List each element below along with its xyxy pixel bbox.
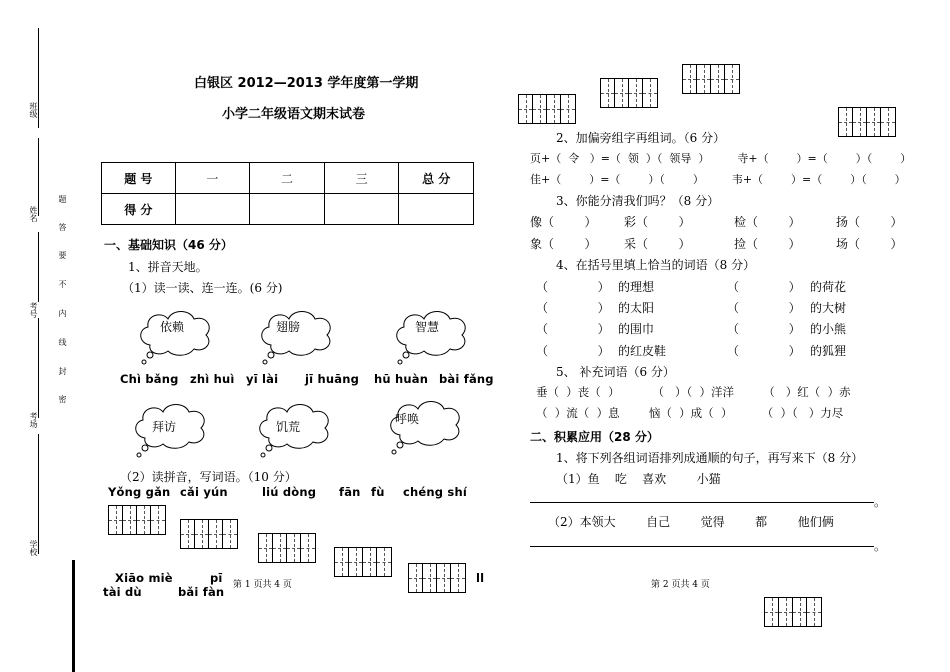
q4-title: 4、在括号里填上恰当的词语（8 分）	[556, 258, 756, 272]
pinyin-1: Chì bǎng	[120, 372, 179, 386]
q3-title: 3、你能分清我们吗？（8 分）	[556, 194, 720, 208]
q4-left-1: 的理想	[618, 280, 655, 294]
pinyin2-1: Yǒng gǎn	[108, 485, 171, 499]
q4-paren-r2[interactable]: （ ）	[727, 301, 801, 315]
writing-grid-1[interactable]	[108, 505, 166, 535]
q3-r2-1: 象（ ）	[530, 237, 597, 251]
seal-char-3: 要	[58, 251, 67, 259]
writing-grid-2[interactable]	[180, 519, 238, 549]
page-number-2: 第 2 页共 4 页	[651, 580, 710, 590]
pinyin4-2: bǎi fàn	[178, 585, 225, 599]
q4-paren-l4[interactable]: （ ）	[536, 344, 610, 358]
binding-thick-line	[72, 560, 75, 672]
score-header-1: 一	[175, 163, 250, 194]
score-cell-total[interactable]	[399, 194, 474, 225]
q4-right-4: 的狐狸	[810, 344, 847, 358]
margin-label-class: 班级	[29, 102, 38, 118]
q1-1-title: （1）读一读、连一连。(6 分)	[122, 281, 283, 295]
exam-title-line2: 小学二年级语文期末试卷	[222, 107, 366, 122]
pinyin-3: yī lài	[246, 372, 279, 386]
score-cell-1[interactable]	[175, 194, 250, 225]
answer-period-1: 。	[874, 495, 887, 509]
score-header-2: 二	[250, 163, 325, 194]
pinyin3-2: pī	[210, 571, 223, 585]
seal-char-2: 答	[58, 223, 67, 231]
q1-title: 1、拼音天地。	[128, 260, 208, 274]
writing-grid-5[interactable]	[408, 563, 466, 593]
margin-line-top	[38, 28, 39, 128]
q2-title: 2、加偏旁组字再组词。（6 分）	[556, 131, 726, 145]
seal-char-4: 不	[58, 280, 67, 288]
writing-grid-r2[interactable]	[600, 78, 658, 108]
cloud-word-6: 呼唤	[395, 412, 420, 426]
answer-period-2: 。	[874, 539, 887, 553]
page-number-1: 第 1 页共 4 页	[233, 580, 292, 590]
margin-line-4	[38, 318, 39, 418]
q3-r2-2: 采（ ）	[624, 237, 691, 251]
q4-paren-l3[interactable]: （ ）	[536, 322, 610, 336]
cloud-word-5: 饥荒	[276, 420, 301, 434]
q3-r2-3: 捡（ ）	[734, 237, 801, 251]
cloud-shape-2	[257, 307, 337, 367]
q4-paren-l1[interactable]: （ ）	[536, 280, 610, 294]
writing-grid-4[interactable]	[334, 547, 392, 577]
score-header-label: 题 号	[102, 163, 176, 194]
margin-label-exam-no: 考号	[29, 302, 38, 318]
score-cell-3[interactable]	[324, 194, 399, 225]
pinyin2-5: fù	[371, 485, 385, 499]
pinyin2-4: fān	[339, 485, 361, 499]
section2-heading: 二、积累应用（28 分）	[530, 430, 659, 444]
score-table	[101, 162, 474, 225]
q4-left-3: 的围巾	[618, 322, 655, 336]
answer-line-1[interactable]	[530, 502, 874, 503]
margin-line-3	[38, 232, 39, 302]
score-header-total: 总 分	[399, 163, 474, 194]
margin-line-2	[38, 138, 39, 216]
pinyin2-3: liú dòng	[262, 485, 317, 499]
margin-label-school: 学校	[29, 540, 38, 556]
s2-q1-1-words: （1）鱼 吃 喜欢 小猫	[556, 472, 721, 486]
score-header-3: 三	[324, 163, 399, 194]
pinyin2-2: cǎi yún	[180, 485, 228, 499]
q1-2-title: （2）读拼音，写词语。（10 分）	[120, 470, 297, 484]
q4-left-2: 的太阳	[618, 301, 655, 315]
writing-grid-r3[interactable]	[682, 64, 740, 94]
pinyin-5: hū huàn	[374, 372, 429, 386]
cloud-word-3: 智慧	[415, 320, 440, 334]
cloud-word-4: 拜访	[152, 420, 177, 434]
cloud-word-1: 依赖	[160, 320, 185, 334]
q4-right-3: 的小熊	[810, 322, 847, 336]
q2-row1: 页+（ 令 ）=（ 领 ）（ 领导 ） 寺+（ ）=（ ）（ ）	[530, 152, 912, 165]
writing-grid-3[interactable]	[258, 533, 316, 563]
margin-label-name: 姓名	[29, 206, 38, 222]
q4-paren-r4[interactable]: （ ）	[727, 344, 801, 358]
q5-title: 5、 补充词语（6 分）	[556, 365, 675, 379]
s2-q1-2-words: （2）本领大 自己 觉得 都 他们俩	[548, 515, 834, 529]
seal-char-1: 题	[58, 195, 67, 203]
score-row-label: 得 分	[102, 194, 176, 225]
s2-q1-title: 1、将下列各组词语排列成通顺的句子，再写来下（8 分）	[556, 451, 864, 465]
seal-char-5: 内	[58, 309, 67, 317]
cloud-shape-1	[136, 307, 214, 367]
seal-char-8: 密	[58, 395, 67, 403]
q4-paren-l2[interactable]: （ ）	[536, 301, 610, 315]
pinyin-6: bài fǎng	[439, 372, 494, 386]
writing-grid-r5[interactable]	[764, 597, 822, 627]
q4-left-4: 的红皮鞋	[618, 344, 667, 358]
writing-grid-r4[interactable]	[838, 107, 896, 137]
q3-r2-4: 场（ ）	[836, 237, 903, 251]
q2-row2: 佳+（ ）=（ ）（ ） 韦+（ ）=（ ）（ ）	[530, 173, 906, 186]
q5-row1: 垂（ ）丧（ ） （ ）（ ）洋洋 （ ）红（ ）赤	[536, 385, 851, 399]
pinyin4-1: tài dù	[103, 585, 142, 599]
q4-paren-r3[interactable]: （ ）	[727, 322, 801, 336]
seal-char-7: 封	[58, 367, 67, 375]
cloud-shape-6	[381, 397, 471, 457]
exam-title-line1: 白银区 2012—2013 学年度第一学期	[194, 76, 419, 91]
section1-heading: 一、基础知识（46 分）	[104, 238, 233, 252]
q3-r1-1: 像（ ）	[530, 215, 597, 229]
pinyin-4: jī huāng	[305, 372, 360, 386]
cloud-word-2: 翅膀	[276, 320, 301, 334]
q3-r1-2: 彩（ ）	[624, 215, 691, 229]
seal-char-6: 线	[58, 338, 67, 346]
margin-line-5	[38, 434, 39, 554]
q4-right-2: 的大树	[810, 301, 847, 315]
cloud-shape-3	[391, 307, 473, 367]
pinyin2-6: chéng shí	[403, 485, 467, 499]
q5-row2: （ ）流（ ）息 恼（ ）成（ ） （ ）（ ）力尽	[536, 406, 844, 420]
margin-label-room: 考场	[29, 412, 38, 428]
score-cell-2[interactable]	[250, 194, 325, 225]
pinyin3-3: ll	[476, 571, 485, 585]
q4-paren-r1[interactable]: （ ）	[727, 280, 801, 294]
q3-r1-4: 扬（ ）	[836, 215, 903, 229]
writing-grid-r1[interactable]	[518, 94, 576, 124]
q4-right-1: 的荷花	[810, 280, 847, 294]
answer-line-2[interactable]	[530, 546, 874, 547]
pinyin-2: zhì huì	[190, 372, 235, 386]
pinyin3-1: Xiāo miè	[115, 571, 173, 585]
q3-r1-3: 检（ ）	[734, 215, 801, 229]
